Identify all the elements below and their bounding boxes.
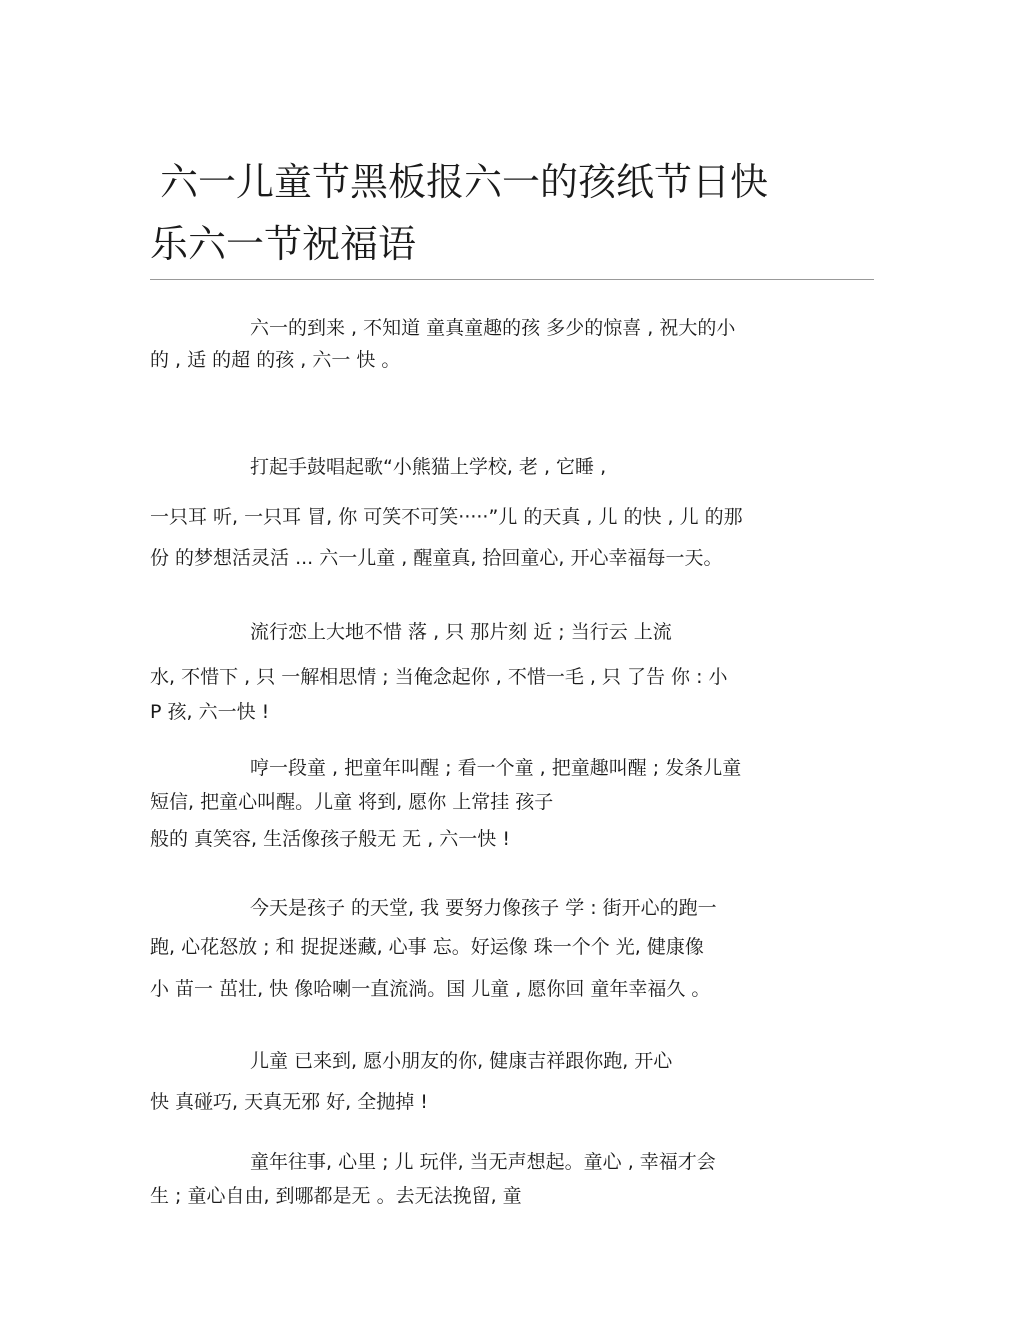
paragraph-4-line-2: 短信, 把童心叫醒。儿童 将到, 愿你 上常挂 孩子 (150, 791, 554, 813)
title-line-2: 乐六一节祝福语 (150, 222, 417, 266)
paragraph-3-line-2: 水, 不惜下 , 只 一解相思情 ; 当俺念起你 , 不惜一毛 , 只 了告 你 : 小 (150, 666, 728, 688)
paragraph-3-line-3: P 孩, 六一快 ! (150, 701, 270, 723)
paragraph-4-line-3: 般的 真笑容, 生活像孩子般无 无 , 六一快 ! (150, 828, 510, 850)
paragraph-7-line-2: 生 ; 童心自由, 到哪都是无 。去无法挽留, 童 (150, 1185, 522, 1207)
paragraph-3-line-1: 流行恋上大地不惜 落 , 只 那片刻 近 ; 当行云 上流 (250, 621, 672, 643)
paragraph-2-line-1: 打起手鼓唱起歌“小熊猫上学校, 老 , 它睡 , (250, 456, 607, 478)
paragraph-6-line-1: 儿童 已来到, 愿小朋友的你, 健康吉祥跟你跑, 开心 (250, 1050, 673, 1072)
paragraph-4-line-1: 哼一段童 , 把童年叫醒 ; 看一个童 , 把童趣叫醒 ; 发条儿童 (250, 757, 742, 779)
paragraph-1-line-1: 六一的到来 , 不知道 童真童趣的孩 多少的惊喜 , 祝大的小 (250, 317, 736, 339)
paragraph-2-line-3: 份 的梦想活灵活 ... 六一儿童 , 醒童真, 拾回童心, 开心幸福每一天。 (150, 547, 723, 569)
paragraph-5-line-3: 小 苗一 茁壮, 快 像哈喇一直流淌。国 儿童 , 愿你回 童年幸福久 。 (150, 978, 711, 1000)
paragraph-1-line-2: 的 , 适 的超 的孩 , 六一 快 。 (150, 349, 401, 371)
paragraph-6-line-2: 快 真碰巧, 天真无邪 好, 全抛掉 ! (150, 1091, 428, 1113)
paragraph-2-line-2: 一只耳 听, 一只耳 冒, 你 可笑不可笑·····”儿 的天真 , 儿 的快 , 儿 的那 (150, 506, 743, 528)
paragraph-5-line-2: 跑, 心花怒放 ; 和 捉捉迷藏, 心事 忘。好运像 珠一个个 光, 健康像 (150, 936, 704, 958)
paragraph-5-line-1: 今天是孩子 的天堂, 我 要努力像孩子 学 : 街开心的跑一 (250, 897, 717, 919)
title-divider (150, 279, 874, 280)
title-line-1: 六一儿童节黑板报六一的孩纸节日快 (160, 160, 769, 204)
paragraph-7-line-1: 童年往事, 心里 ; 儿 玩伴, 当无声想起。童心 , 幸福才会 (250, 1151, 716, 1173)
